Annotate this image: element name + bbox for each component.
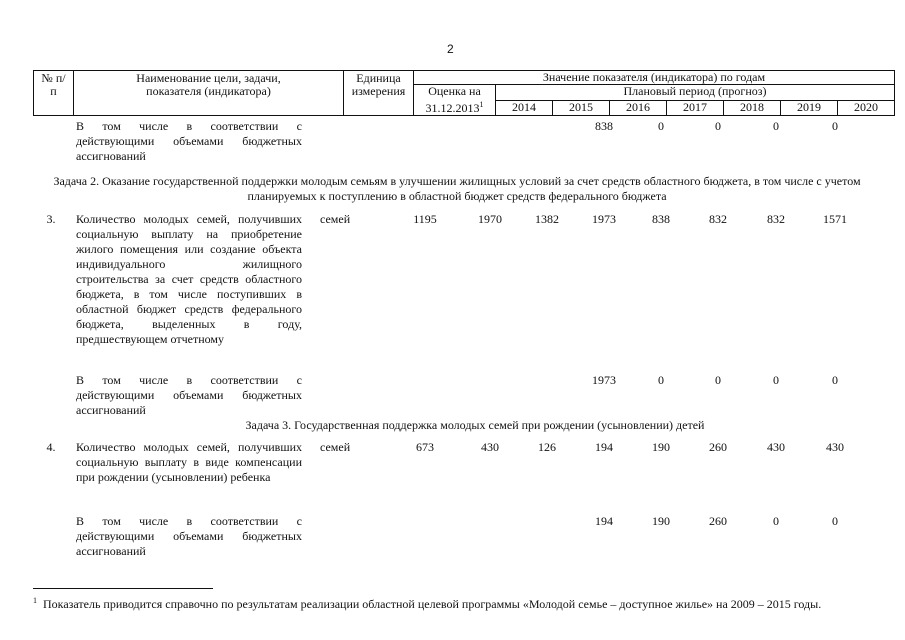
value-cell: 430 [481, 440, 499, 454]
indicator-name: В том числе в соответствии с действующими объемами бюджетных ассигнований [76, 514, 302, 558]
page-number: 2 [447, 42, 454, 56]
indicator-name: В том числе в соответствии с действующими объемами бюджетных ассигнований [76, 373, 302, 417]
value-cell: 194 [595, 440, 613, 454]
value-cell: 838 [595, 119, 613, 133]
value-cell: 0 [832, 514, 838, 528]
value-cell: 0 [832, 119, 838, 133]
value-cell: 126 [538, 440, 556, 454]
value-cell: 194 [595, 514, 613, 528]
value-cell: 0 [773, 119, 779, 133]
value-cell: 0 [773, 373, 779, 387]
header-year-2019: 2019 [781, 100, 838, 116]
value-cell: 0 [658, 119, 664, 133]
header-plan: Плановый период (прогноз) [496, 85, 895, 101]
value-cell: 832 [767, 212, 785, 226]
footnote-divider [33, 588, 213, 589]
value-cell: 430 [767, 440, 785, 454]
unit-of-measure: семей [320, 212, 351, 226]
value-cell: 0 [715, 119, 721, 133]
value-cell: 1195 [413, 212, 437, 226]
task-heading: Задача 2. Оказание государственной поддержки молодым семьям в улучшении жилищных условий за счет средств областного бюджета, в том числе с учетом планируемых к поступлению в областной бюджет средств федерального бюджета [53, 174, 861, 203]
value-cell: 260 [709, 440, 727, 454]
value-cell: 838 [652, 212, 670, 226]
header-name: Наименование цели, задачи, показателя (индикатора) [74, 71, 344, 116]
value-cell: 260 [709, 514, 727, 528]
header-unit: Единица измерения [344, 71, 414, 116]
value-cell: 0 [715, 373, 721, 387]
footnote: $^1$ Показатель приводится справочно по результатам реализации областной целевой программы «Молодой семье – доступное жилье» на 2009 – 2015 годы. [33, 596, 822, 611]
value-cell: 1571 [823, 212, 847, 226]
indicator-name: Количество молодых семей, получивших социальную выплату на приобретение жилого помещения или создание объекта индивидуального жилищного строительства за счет средств областного бюджета, в том числе поступивших в областной бюджет средств федерального бюджета, выделенных в году, предшествующем отчетному [76, 212, 302, 346]
value-cell: 0 [658, 373, 664, 387]
value-cell: 190 [652, 514, 670, 528]
header-num: № п/п [34, 71, 74, 116]
value-cell: 1973 [592, 212, 616, 226]
header-estimate: Оценка на 31.12.2013$^1$ [414, 85, 496, 116]
value-cell: 832 [709, 212, 727, 226]
indicator-name: В том числе в соответствии с действующими объемами бюджетных ассигнований [76, 119, 302, 163]
header-year-2016: 2016 [610, 100, 667, 116]
task-heading: Задача 3. Государственная поддержка молодых семей при рождении (усыновлении) детей [245, 418, 705, 432]
header-year-2020: 2020 [838, 100, 895, 116]
value-cell: 0 [832, 373, 838, 387]
header-year-2014: 2014 [496, 100, 553, 116]
header-year-2018: 2018 [724, 100, 781, 116]
value-cell: 0 [773, 514, 779, 528]
value-cell: 430 [826, 440, 844, 454]
row-number: 3. [46, 212, 56, 226]
value-cell: 190 [652, 440, 670, 454]
value-cell: 673 [416, 440, 434, 454]
indicator-name: Количество молодых семей, получивших социальную выплату в виде компенсации при рождении (усыновлении) ребенка [76, 440, 302, 484]
row-number: 4. [46, 440, 56, 454]
table-header [33, 70, 895, 116]
value-cell: 1970 [478, 212, 502, 226]
value-cell: 1382 [535, 212, 559, 226]
header-values: Значение показателя (индикатора) по годам [414, 71, 895, 85]
value-cell: 1973 [592, 373, 616, 387]
header-year-2015: 2015 [553, 100, 610, 116]
header-year-2017: 2017 [667, 100, 724, 116]
unit-of-measure: семей [320, 440, 351, 454]
